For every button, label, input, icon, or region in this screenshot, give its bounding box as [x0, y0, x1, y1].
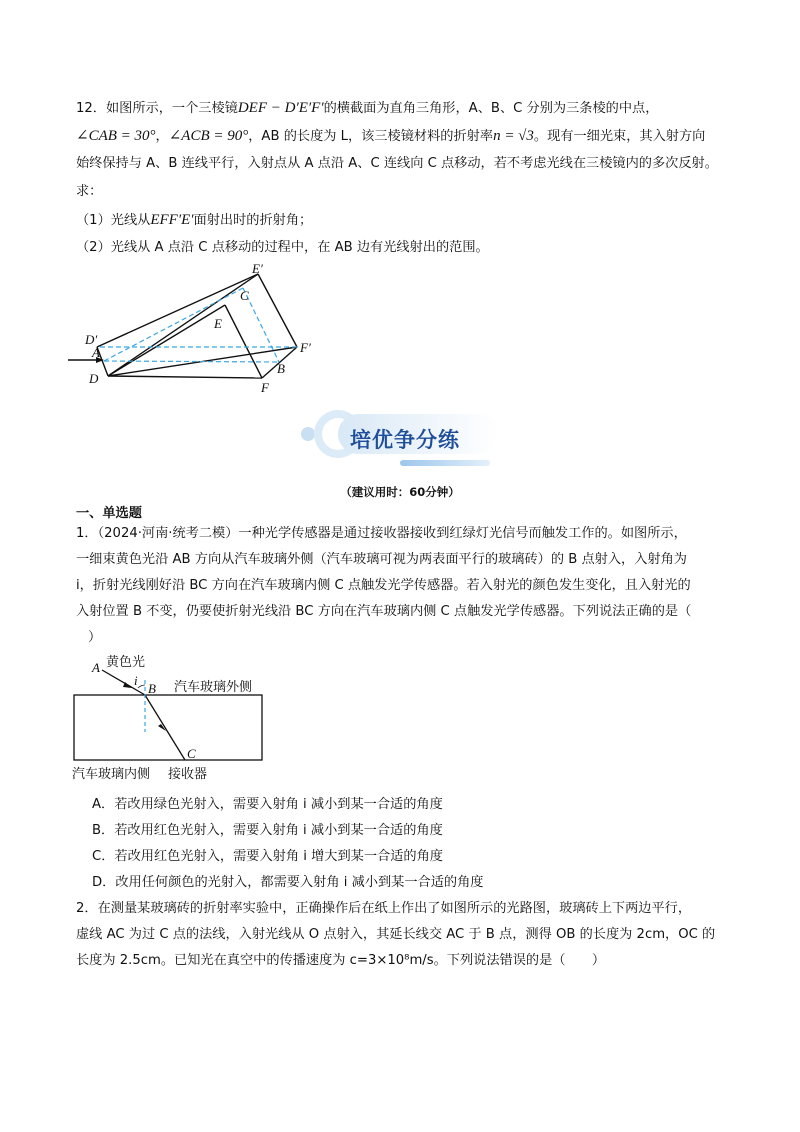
face-name: EFF′E′ — [150, 212, 194, 228]
q1-line-5: ） — [88, 630, 102, 645]
angle-acb: ∠ACB = 90° — [168, 128, 249, 144]
option-d: D．改用任何颜色的光射入，都需要入射角 i 减小到某一合适的角度 — [92, 875, 484, 890]
label-receiver: 接收器 — [168, 767, 208, 782]
q12-line-3: 始终保持与 A、B 连线平行，入射点从 A 点沿 A、C 连线向 C 点移动，若不考虑光线在三棱镜内的多次反射。 — [76, 156, 718, 171]
prism-name: DEF − D′E′F′ — [237, 100, 324, 116]
q1-line-3: i，折射光线刚好沿 BC 方向在汽车玻璃内侧 C 点触发光学传感器。若入射光的颜色发生变化，且入射光的 — [76, 578, 691, 593]
q12-text: 的横截面为直角三角形，A、B、C 分别为三条棱的中点， — [323, 101, 659, 116]
q1-line-1: 1．（2024·河南·统考二模）一种光学传感器是通过接收器接收到红绿灯光信号而触发工作的。如图所示， — [76, 526, 687, 541]
q12-text: 。现有一细光束，其入射方向 — [533, 129, 706, 144]
q1-line-4: 入射位置 B 不变，仍要使折射光线沿 BC 方向在汽车玻璃内侧 C 点触发光学传感器。下列说法正确的是（ — [76, 604, 692, 619]
label-f1: F′ — [300, 340, 311, 355]
banner-subtitle: （建议用时：60分钟） — [340, 485, 460, 499]
label-e1: E′ — [252, 262, 263, 276]
prism-figure — [68, 262, 328, 397]
option-a: A．若改用绿色光射入，需要入射角 i 减小到某一合适的角度 — [92, 797, 443, 812]
q2-line-1: 2．在测量某玻璃砖的折射率实验中，正确操作后在纸上作出了如图所示的光路图，玻璃砖上下两边平行， — [76, 901, 692, 916]
label-i: i — [134, 673, 138, 688]
angle-arc — [138, 685, 145, 688]
section-title: 一、单选题 — [76, 506, 142, 521]
q12-line-1 — [76, 98, 658, 119]
ray-ab — [102, 670, 145, 695]
glass-block — [74, 695, 262, 760]
option-b: B．若改用红色光射入，需要入射角 i 减小到某一合适的角度 — [92, 823, 443, 838]
banner-dot — [301, 427, 315, 441]
label-outer-side: 汽车玻璃外侧 — [174, 680, 253, 695]
label-e: E — [214, 316, 222, 331]
label-f: F — [261, 380, 269, 395]
label-c: C — [187, 746, 196, 761]
ray-bc — [145, 695, 185, 760]
label-b: B — [277, 361, 285, 376]
banner-title: 培优争分练 — [350, 428, 460, 452]
q12-text: ，AB 的长度为 L，该三棱镜材料的折射率 — [248, 129, 494, 144]
q12-line-2 — [76, 126, 705, 147]
q2-line-3: 长度为 2.5cm。已知光在真空中的传播速度为 c=3×10⁸m/s。下列说法错误的是（ ） — [76, 953, 606, 968]
label-a: A — [92, 660, 100, 675]
banner-underline — [400, 460, 490, 466]
q1-line-2: 一细束黄色光沿 AB 方向从汽车玻璃外侧（汽车玻璃可视为两表面平行的玻璃砖）的 B 点射入，入射角为 — [76, 552, 687, 567]
label-inner-side: 汽车玻璃内侧 — [72, 767, 151, 782]
q12-line-4: 求： — [76, 184, 103, 199]
label-c: C — [240, 288, 249, 303]
edge-e1f1 — [258, 274, 297, 347]
q12-text: 面射出时的折射角； — [193, 213, 313, 228]
edge-df — [108, 376, 262, 378]
refractive-index: n = √3 — [493, 128, 534, 144]
q12-text: 12．如图所示，一个三棱镜 — [76, 101, 238, 116]
option-c: C．若改用红色光射入，需要入射角 i 增大到某一合适的角度 — [92, 849, 443, 864]
q12-text: ， — [155, 129, 169, 144]
edge-d1e1 — [97, 274, 258, 347]
q12-part-2: （2）光线从 A 点沿 C 点移动的过程中，在 AB 边有光线射出的范围。 — [76, 240, 489, 255]
label-b: B — [148, 681, 156, 696]
label-d: D — [89, 371, 99, 386]
angle-cab: ∠CAB = 30° — [76, 128, 156, 144]
q12-part-1 — [76, 210, 312, 231]
label-yellow-light: 黄色光 — [106, 655, 146, 670]
edge-ef — [225, 305, 262, 378]
label-d1: D′ — [85, 332, 98, 347]
glass-figure — [72, 652, 292, 787]
label-a: A — [92, 345, 100, 360]
q2-line-2: 虚线 AC 为过 C 点的法线，入射光线从 O 点射入，其延长线交 AC 于 B 点，测得 OB 的长度为 2cm，OC 的 — [76, 927, 716, 942]
q12-text: （1）光线从 — [76, 213, 151, 228]
